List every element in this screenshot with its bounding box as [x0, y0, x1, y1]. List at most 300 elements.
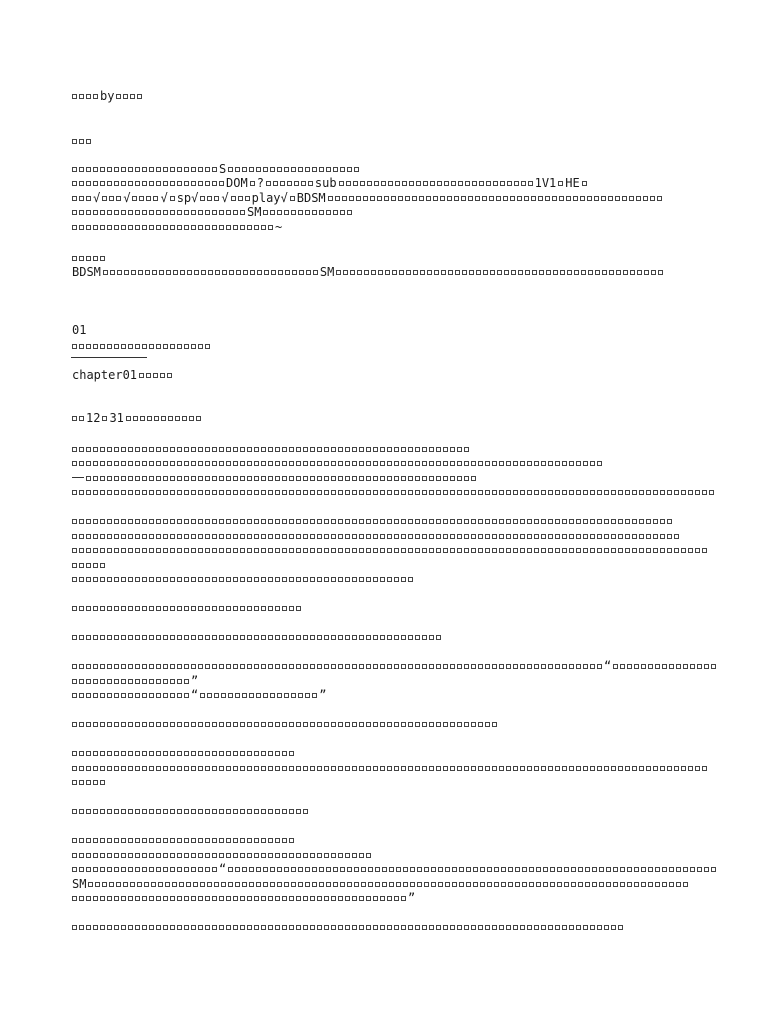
glyph-placeholder — [142, 225, 147, 230]
glyph-placeholder — [107, 167, 112, 172]
glyph-placeholder — [278, 270, 283, 275]
glyph-placeholder — [520, 548, 525, 553]
glyph-placeholder — [499, 534, 504, 539]
glyph-placeholder — [534, 664, 539, 669]
glyph-placeholder — [109, 882, 114, 887]
section-heading — [71, 133, 92, 147]
glyph-placeholder — [263, 882, 268, 887]
glyph-placeholder — [520, 664, 525, 669]
glyph-placeholder — [352, 447, 357, 452]
glyph-placeholder — [387, 635, 392, 640]
glyph-placeholder — [284, 210, 289, 215]
glyph-placeholder — [254, 548, 259, 553]
glyph-placeholder — [72, 577, 77, 582]
glyph-placeholder — [72, 722, 77, 727]
glyph-placeholder — [457, 476, 462, 481]
glyph-placeholder — [422, 548, 427, 553]
glyph-placeholder — [702, 490, 707, 495]
glyph-placeholder — [205, 548, 210, 553]
glyph-placeholder — [72, 925, 77, 930]
glyph-placeholder — [667, 548, 672, 553]
glyph-placeholder — [170, 196, 175, 201]
text-line — [71, 688, 327, 702]
glyph-placeholder — [688, 490, 693, 495]
glyph-placeholder — [520, 490, 525, 495]
glyph-placeholder — [114, 766, 119, 771]
glyph-placeholder — [492, 722, 497, 727]
glyph-placeholder — [429, 722, 434, 727]
glyph-placeholder — [170, 693, 175, 698]
glyph-placeholder — [443, 548, 448, 553]
glyph-placeholder — [660, 519, 665, 524]
glyph-placeholder — [324, 519, 329, 524]
glyph-placeholder — [646, 519, 651, 524]
glyph-run — [71, 251, 106, 265]
glyph-placeholder — [335, 196, 340, 201]
glyph-placeholder — [459, 867, 464, 872]
glyph-placeholder — [562, 925, 567, 930]
glyph-placeholder — [79, 780, 84, 785]
glyph-placeholder — [198, 635, 203, 640]
glyph-placeholder — [149, 838, 154, 843]
glyph-placeholder — [345, 490, 350, 495]
glyph-placeholder — [450, 490, 455, 495]
glyph-placeholder — [219, 635, 224, 640]
glyph-placeholder — [388, 181, 393, 186]
glyph-placeholder — [88, 882, 93, 887]
glyph-placeholder — [291, 693, 296, 698]
glyph-placeholder — [191, 606, 196, 611]
glyph-placeholder — [114, 838, 119, 843]
glyph-placeholder — [296, 461, 301, 466]
glyph-placeholder — [611, 534, 616, 539]
glyph-placeholder — [345, 476, 350, 481]
glyph-placeholder — [198, 548, 203, 553]
glyph-placeholder — [630, 270, 635, 275]
glyph-placeholder — [100, 167, 105, 172]
glyph-placeholder — [618, 925, 623, 930]
glyph-placeholder — [289, 925, 294, 930]
glyph-placeholder — [226, 210, 231, 215]
glyph-placeholder — [170, 664, 175, 669]
glyph-placeholder — [247, 809, 252, 814]
text-line — [71, 746, 295, 760]
glyph-placeholder — [429, 476, 434, 481]
glyph-placeholder — [303, 577, 308, 582]
glyph-placeholder — [198, 461, 203, 466]
glyph-placeholder — [256, 693, 261, 698]
glyph-placeholder — [86, 853, 91, 858]
glyph-placeholder — [464, 548, 469, 553]
glyph-placeholder — [340, 867, 345, 872]
glyph-placeholder — [429, 447, 434, 452]
glyph-placeholder — [415, 635, 420, 640]
glyph-placeholder — [380, 548, 385, 553]
glyph-placeholder — [198, 577, 203, 582]
glyph-placeholder — [396, 867, 401, 872]
glyph-placeholder — [135, 181, 140, 186]
text-run: ” — [191, 673, 199, 688]
glyph-placeholder — [333, 882, 338, 887]
glyph-placeholder — [478, 925, 483, 930]
glyph-placeholder — [331, 577, 336, 582]
glyph-placeholder — [499, 548, 504, 553]
glyph-placeholder — [114, 853, 119, 858]
glyph-placeholder — [492, 664, 497, 669]
glyph-placeholder — [72, 853, 77, 858]
glyph-placeholder — [100, 751, 105, 756]
glyph-placeholder — [359, 577, 364, 582]
glyph-placeholder — [373, 664, 378, 669]
glyph-placeholder — [142, 548, 147, 553]
glyph-run — [265, 176, 314, 190]
glyph-placeholder — [72, 344, 77, 349]
glyph-placeholder — [482, 196, 487, 201]
glyph-placeholder — [422, 766, 427, 771]
glyph-placeholder — [352, 519, 357, 524]
glyph-placeholder — [170, 838, 175, 843]
glyph-placeholder — [373, 490, 378, 495]
glyph-placeholder — [277, 882, 282, 887]
glyph-placeholder — [205, 476, 210, 481]
glyph-placeholder — [149, 722, 154, 727]
glyph-placeholder — [205, 853, 210, 858]
glyph-placeholder — [359, 766, 364, 771]
glyph-placeholder — [490, 270, 495, 275]
text-run: √ — [160, 190, 168, 205]
glyph-run — [71, 456, 603, 470]
glyph-placeholder — [139, 373, 144, 378]
glyph-placeholder — [312, 210, 317, 215]
glyph-placeholder — [636, 196, 641, 201]
glyph-placeholder — [366, 766, 371, 771]
glyph-placeholder — [177, 167, 182, 172]
glyph-placeholder — [205, 766, 210, 771]
glyph-placeholder — [443, 722, 448, 727]
text-run: √ — [221, 190, 229, 205]
glyph-placeholder — [436, 476, 441, 481]
glyph-placeholder — [674, 534, 679, 539]
glyph-placeholder — [511, 270, 516, 275]
glyph-placeholder — [128, 476, 133, 481]
glyph-placeholder — [464, 519, 469, 524]
glyph-placeholder — [520, 534, 525, 539]
glyph-placeholder — [198, 344, 203, 349]
glyph-placeholder — [233, 606, 238, 611]
glyph-placeholder — [469, 270, 474, 275]
glyph-placeholder — [338, 534, 343, 539]
glyph-placeholder — [275, 766, 280, 771]
glyph-placeholder — [261, 476, 266, 481]
glyph-placeholder — [163, 447, 168, 452]
glyph-placeholder — [128, 461, 133, 466]
text-line — [71, 441, 470, 455]
glyph-placeholder — [352, 461, 357, 466]
glyph-placeholder — [422, 490, 427, 495]
glyph-placeholder — [240, 751, 245, 756]
glyph-placeholder — [506, 925, 511, 930]
glyph-placeholder — [72, 838, 77, 843]
glyph-placeholder — [324, 577, 329, 582]
glyph-placeholder — [646, 490, 651, 495]
glyph-placeholder — [177, 461, 182, 466]
glyph-placeholder — [72, 896, 77, 901]
glyph-placeholder — [391, 196, 396, 201]
glyph-placeholder — [284, 167, 289, 172]
glyph-placeholder — [170, 809, 175, 814]
glyph-placeholder — [247, 722, 252, 727]
glyph-placeholder — [180, 270, 185, 275]
glyph-placeholder — [326, 210, 331, 215]
glyph-placeholder — [558, 181, 563, 186]
glyph-placeholder — [338, 476, 343, 481]
glyph-placeholder — [100, 447, 105, 452]
glyph-placeholder — [370, 196, 375, 201]
glyph-placeholder — [359, 635, 364, 640]
glyph-placeholder — [79, 577, 84, 582]
glyph-placeholder — [536, 882, 541, 887]
glyph-placeholder — [263, 693, 268, 698]
text-run: by — [100, 88, 115, 103]
glyph-placeholder — [163, 606, 168, 611]
glyph-placeholder — [548, 766, 553, 771]
text-line — [71, 572, 414, 586]
glyph-placeholder — [107, 548, 112, 553]
glyph-placeholder — [667, 490, 672, 495]
glyph-placeholder — [86, 896, 91, 901]
glyph-placeholder — [163, 722, 168, 727]
glyph-placeholder — [72, 563, 77, 568]
glyph-placeholder — [191, 476, 196, 481]
glyph-placeholder — [156, 664, 161, 669]
glyph-placeholder — [121, 809, 126, 814]
glyph-placeholder — [177, 548, 182, 553]
glyph-placeholder — [289, 896, 294, 901]
glyph-placeholder — [387, 722, 392, 727]
glyph-placeholder — [487, 882, 492, 887]
glyph-run — [71, 659, 603, 673]
glyph-placeholder — [149, 766, 154, 771]
glyph-placeholder — [107, 519, 112, 524]
glyph-placeholder — [317, 635, 322, 640]
glyph-placeholder — [282, 838, 287, 843]
glyph-placeholder — [128, 809, 133, 814]
glyph-placeholder — [289, 766, 294, 771]
glyph-placeholder — [132, 196, 137, 201]
glyph-placeholder — [324, 461, 329, 466]
glyph-run — [227, 862, 717, 876]
glyph-placeholder — [93, 447, 98, 452]
glyph-placeholder — [629, 196, 634, 201]
glyph-run — [249, 176, 256, 190]
text-line — [71, 673, 199, 687]
glyph-placeholder — [450, 476, 455, 481]
glyph-placeholder — [175, 416, 180, 421]
glyph-placeholder — [184, 519, 189, 524]
glyph-placeholder — [326, 167, 331, 172]
glyph-placeholder — [233, 548, 238, 553]
glyph-placeholder — [275, 751, 280, 756]
glyph-placeholder — [163, 896, 168, 901]
glyph-placeholder — [79, 181, 84, 186]
glyph-placeholder — [569, 461, 574, 466]
glyph-placeholder — [291, 167, 296, 172]
glyph-placeholder — [240, 461, 245, 466]
text-line — [71, 717, 498, 731]
glyph-placeholder — [597, 461, 602, 466]
glyph-placeholder — [102, 882, 107, 887]
glyph-placeholder — [527, 664, 532, 669]
glyph-placeholder — [212, 490, 217, 495]
glyph-run — [101, 191, 122, 205]
glyph-placeholder — [261, 766, 266, 771]
glyph-placeholder — [697, 664, 702, 669]
glyph-placeholder — [359, 896, 364, 901]
glyph-placeholder — [525, 270, 530, 275]
glyph-placeholder — [457, 461, 462, 466]
glyph-placeholder — [429, 925, 434, 930]
glyph-placeholder — [212, 167, 217, 172]
glyph-placeholder — [177, 447, 182, 452]
glyph-placeholder — [548, 925, 553, 930]
glyph-placeholder — [228, 882, 233, 887]
glyph-placeholder — [437, 181, 442, 186]
glyph-placeholder — [240, 534, 245, 539]
glyph-placeholder — [653, 490, 658, 495]
glyph-placeholder — [422, 461, 427, 466]
glyph-placeholder — [114, 664, 119, 669]
glyph-placeholder — [226, 925, 231, 930]
glyph-placeholder — [135, 210, 140, 215]
glyph-placeholder — [506, 548, 511, 553]
glyph-placeholder — [289, 635, 294, 640]
glyph-placeholder — [186, 882, 191, 887]
glyph-placeholder — [196, 416, 201, 421]
glyph-placeholder — [674, 490, 679, 495]
glyph-placeholder — [639, 548, 644, 553]
glyph-placeholder — [240, 225, 245, 230]
glyph-placeholder — [86, 490, 91, 495]
glyph-placeholder — [366, 925, 371, 930]
glyph-placeholder — [669, 882, 674, 887]
glyph-placeholder — [597, 664, 602, 669]
glyph-placeholder — [567, 270, 572, 275]
glyph-placeholder — [317, 853, 322, 858]
glyph-placeholder — [149, 181, 154, 186]
glyph-placeholder — [170, 447, 175, 452]
glyph-placeholder — [128, 577, 133, 582]
glyph-placeholder — [527, 519, 532, 524]
glyph-placeholder — [86, 447, 91, 452]
glyph-placeholder — [429, 519, 434, 524]
glyph-placeholder — [170, 679, 175, 684]
glyph-placeholder — [254, 838, 259, 843]
glyph-placeholder — [580, 196, 585, 201]
glyph-placeholder — [317, 925, 322, 930]
glyph-placeholder — [219, 548, 224, 553]
glyph-placeholder — [79, 693, 84, 698]
glyph-placeholder — [466, 882, 471, 887]
glyph-placeholder — [443, 925, 448, 930]
glyph-placeholder — [256, 167, 261, 172]
glyph-placeholder — [198, 722, 203, 727]
glyph-placeholder — [79, 139, 84, 144]
glyph-placeholder — [480, 882, 485, 887]
glyph-placeholder — [163, 476, 168, 481]
glyph-placeholder — [100, 809, 105, 814]
glyph-placeholder — [240, 809, 245, 814]
warning-body — [71, 264, 664, 278]
glyph-placeholder — [142, 606, 147, 611]
glyph-run — [71, 804, 309, 818]
glyph-placeholder — [212, 838, 217, 843]
glyph-placeholder — [79, 256, 84, 261]
glyph-placeholder — [310, 925, 315, 930]
glyph-placeholder — [107, 664, 112, 669]
glyph-placeholder — [627, 664, 632, 669]
glyph-placeholder — [140, 416, 145, 421]
glyph-placeholder — [345, 853, 350, 858]
glyph-placeholder — [658, 270, 663, 275]
glyph-placeholder — [660, 766, 665, 771]
glyph-placeholder — [422, 635, 427, 640]
glyph-placeholder — [380, 664, 385, 669]
glyph-placeholder — [387, 476, 392, 481]
glyph-placeholder — [676, 664, 681, 669]
text-line — [71, 760, 708, 774]
glyph-placeholder — [429, 635, 434, 640]
glyph-placeholder — [282, 766, 287, 771]
glyph-placeholder — [296, 853, 301, 858]
glyph-placeholder — [100, 838, 105, 843]
glyph-placeholder — [149, 548, 154, 553]
glyph-placeholder — [597, 766, 602, 771]
glyph-placeholder — [114, 490, 119, 495]
glyph-placeholder — [254, 519, 259, 524]
glyph-placeholder — [303, 664, 308, 669]
glyph-placeholder — [319, 882, 324, 887]
glyph-placeholder — [289, 664, 294, 669]
glyph-placeholder — [170, 167, 175, 172]
glyph-placeholder — [142, 664, 147, 669]
glyph-placeholder — [485, 766, 490, 771]
glyph-placeholder — [539, 270, 544, 275]
glyph-placeholder — [637, 270, 642, 275]
glyph-placeholder — [198, 476, 203, 481]
glyph-placeholder — [289, 838, 294, 843]
glyph-placeholder — [345, 461, 350, 466]
glyph-placeholder — [219, 925, 224, 930]
glyph-placeholder — [352, 635, 357, 640]
glyph-placeholder — [116, 196, 121, 201]
glyph-placeholder — [163, 867, 168, 872]
glyph-placeholder — [613, 882, 618, 887]
glyph-placeholder — [345, 925, 350, 930]
glyph-placeholder — [191, 751, 196, 756]
glyph-placeholder — [79, 519, 84, 524]
glyph-placeholder — [128, 534, 133, 539]
glyph-placeholder — [147, 416, 152, 421]
glyph-placeholder — [618, 548, 623, 553]
glyph-placeholder — [338, 766, 343, 771]
glyph-placeholder — [214, 693, 219, 698]
glyph-placeholder — [135, 664, 140, 669]
text-line — [71, 891, 416, 905]
glyph-placeholder — [702, 548, 707, 553]
glyph-placeholder — [191, 577, 196, 582]
glyph-placeholder — [476, 270, 481, 275]
glyph-placeholder — [275, 664, 280, 669]
